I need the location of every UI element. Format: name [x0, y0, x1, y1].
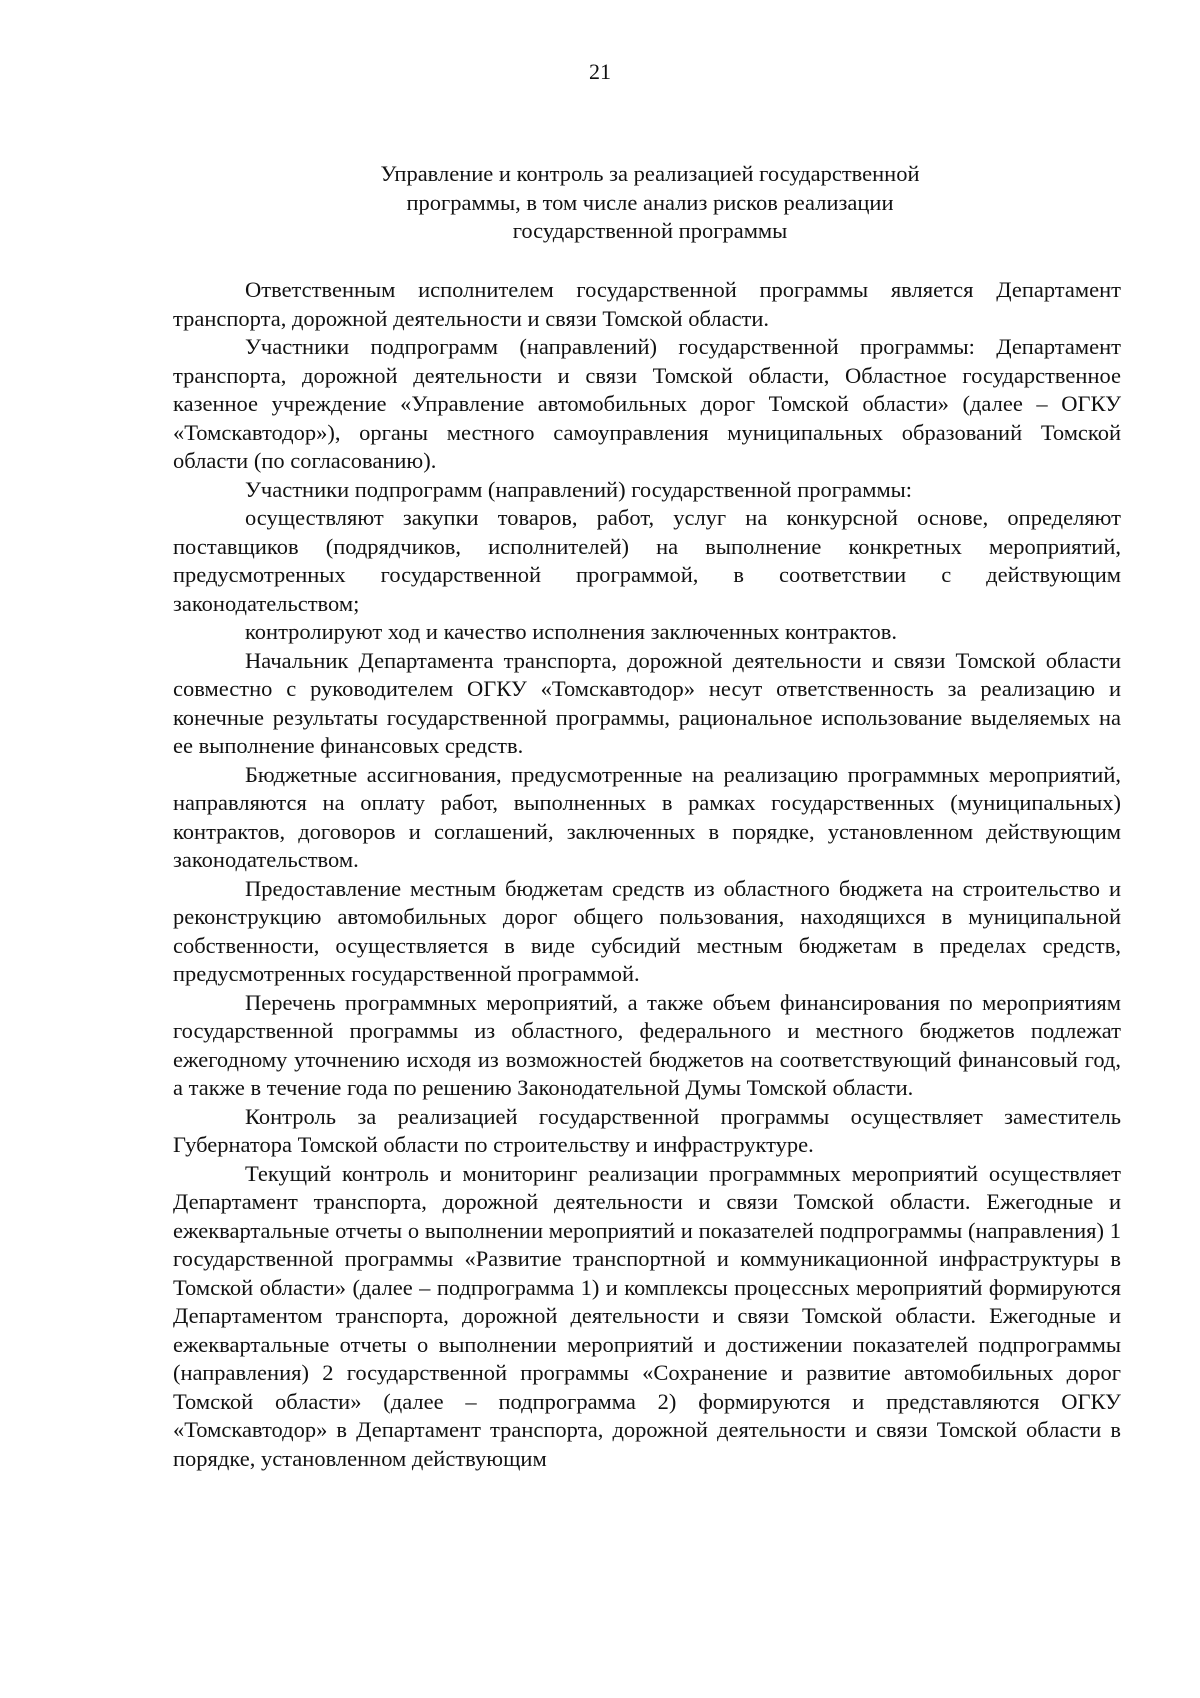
- paragraph-subsidies: Предоставление местным бюджетам средств из областного бюджета на строительство и реконструкцию автомобильных дорог общего пользования, находящихся в муниципальной собственности, осуществляется в виде субсидий местным бюджетам в пределах средств, предусмотренных государственной программой.: [173, 875, 1121, 986]
- heading-line: Управление и контроль за реализацией государственной: [380, 161, 920, 186]
- paragraph-participants-intro: Участники подпрограмм (направлений) государственной программы:: [245, 476, 913, 502]
- paragraph-oversight: Контроль за реализацией государственной программы осуществляет заместитель Губернатора Томской области по строительству и инфраструктуре.: [173, 1103, 1121, 1157]
- heading-line: государственной программы: [512, 218, 788, 243]
- document-body: [173, 276, 1121, 1473]
- paragraph-responsibility: Начальник Департамента транспорта, дорожной деятельности и связи Томской области совместно с руководителем ОГКУ «Томскавтодор» несут ответственность за реализацию и конечные результаты государственной программы, рациональное использование выделяемых на ее выполнение финансовых средств.: [173, 647, 1121, 758]
- paragraph-funding-review: Перечень программных мероприятий, а также объем финансирования по мероприятиям государственной программы из областного, федерального и местного бюджетов подлежат ежегодному уточнению исходя из возможностей бюджетов на соответствующий финансовый год, а также в течение года по решению Законодательной Думы Томской области.: [173, 989, 1121, 1100]
- paragraph-participants-list: Участники подпрограмм (направлений) государственной программы: Департамент транспорта, дорожной деятельности и связи Томской области, Областное государственное казенное учреждение «Управление автомобильных дорог Томской области» (далее – ОГКУ «Томскавтодор»), органы местного самоуправления муниципальных образований Томской области (по согласованию).: [173, 334, 1121, 473]
- paragraph-procurement: осуществляют закупки товаров, работ, услуг на конкурсной основе, определяют поставщиков (подрядчиков, исполнителей) на выполнение конкретных мероприятий, предусмотренных государственной программой, в соответствии с действующим законодательством;: [173, 505, 1121, 616]
- paragraph-monitoring: Текущий контроль и мониторинг реализации программных мероприятий осуществляет Департамент транспорта, дорожной деятельности и связи Томской области. Ежегодные и ежеквартальные отчеты о выполнении мероприятий и показателей подпрограммы (направления) 1 государственной программы «Развитие транспортной и коммуникационной инфраструктуры в Томской области» (далее – подпрограмма 1) и комплексы процессных мероприятий формируются Департаментом транспорта, дорожной деятельности и связи Томской области. Ежегодные и ежеквартальные отчеты о выполнении мероприятий и достижении показателей подпрограммы (направления) 2 государственной программы «Сохранение и развитие автомобильных дорог Томской области» (далее – подпрограмма 2) формируются и представляются ОГКУ «Томскавтодор» в Департамент транспорта, дорожной деятельности и связи Томской области в порядке, установленном действующим: [173, 1160, 1121, 1471]
- section-heading: [260, 160, 1040, 246]
- heading-line: программы, в том числе анализ рисков реализации: [406, 189, 894, 215]
- paragraph-budget-allocations: Бюджетные ассигнования, предусмотренные на реализацию программных мероприятий, направляются на оплату работ, выполненных в рамках государственных (муниципальных) контрактов, договоров и соглашений, заключенных в порядке, установленном действующим законодательством.: [173, 761, 1121, 872]
- page-number: 21: [589, 59, 611, 84]
- paragraph-contract-control: контролируют ход и качество исполнения заключенных контрактов.: [245, 619, 898, 644]
- paragraph-responsible-executor: Ответственным исполнителем государственной программы является Департамент транспорта, дорожной деятельности и связи Томской области.: [173, 277, 1121, 331]
